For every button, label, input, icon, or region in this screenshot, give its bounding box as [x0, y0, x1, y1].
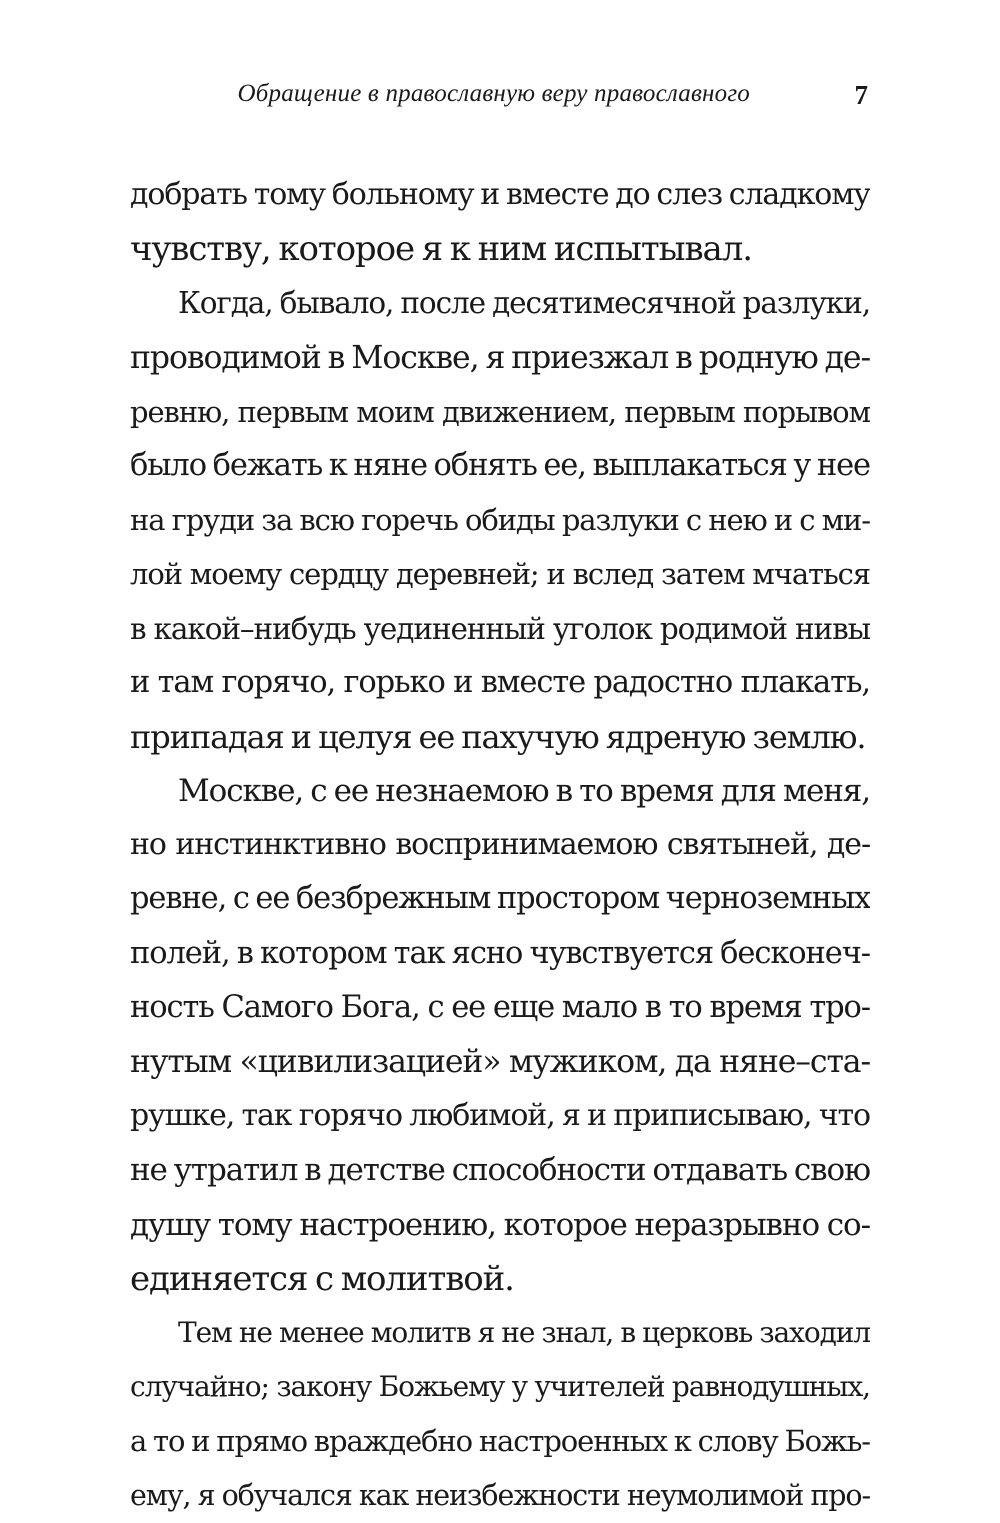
text-line: единяется с молитвой. [130, 1258, 514, 1299]
text-line: чувству, которое я к ним испытывал. [130, 229, 752, 270]
text-line: ему, я обучался как неизбежности неумолимой про- [130, 1478, 870, 1512]
paragraph-first-line: Москве, с ее незнаемою в то время для меня, [178, 773, 870, 810]
text-line: ность Самого Бога, с ее еще мало в то время тро- [130, 989, 870, 1025]
text-line: припадая и целуя ее пахучую ядреную землю. [130, 717, 866, 756]
text-line: и там горячо, горько и вместе радостно плакать, [130, 664, 870, 700]
text-line: на груди за всю горечь обиды разлуки с нею и с ми- [130, 503, 870, 538]
text-line: случайно; закону Божьему у учителей равнодушных, [130, 1370, 870, 1404]
text-line: не утратил в детстве способности отдавать свою [130, 1152, 870, 1189]
text-line: в какой–нибудь уединенный уголок родимой нивы [130, 611, 870, 646]
body-text [130, 168, 870, 1523]
text-line: добрать тому больному и вместе до слез сладкому [130, 177, 870, 212]
text-line: полей, в котором так ясно чувствуется бесконеч- [130, 935, 870, 971]
text-line: рушке, так горячо любимой, я и приписываю, что [130, 1098, 870, 1134]
text-line: проводимой в Москве, я приезжал в родную де- [130, 339, 870, 376]
text-line: лой моему сердцу деревней; и вслед затем мчаться [130, 557, 870, 592]
text-line: душу тому настроению, которое неразрывно со- [130, 1206, 870, 1243]
text-line: ревне, с ее безбрежным простором черноземных [130, 881, 870, 917]
page-number: 7 [854, 80, 868, 110]
running-header [130, 80, 870, 120]
paragraph-first-line: Тем не менее молитв я не знал, в церковь заходил [178, 1315, 870, 1349]
text-line: ревню, первым моим движением, первым порывом [130, 394, 870, 429]
text-line: но инстинктивно воспринимаемою святыней, де- [130, 827, 870, 863]
text-line: нутым «цивилизацией» мужиком, да няне–ста- [130, 1044, 870, 1080]
running-title: Обращение в православную веру православного [237, 80, 750, 107]
text-line: было бежать к няне обнять ее, выплакаться у нее [130, 447, 870, 483]
text-line: а то и прямо враждебно настроенных к слову Божь- [130, 1424, 870, 1459]
paragraph-first-line: Когда, бывало, после десятимесячной разлуки, [178, 286, 870, 321]
